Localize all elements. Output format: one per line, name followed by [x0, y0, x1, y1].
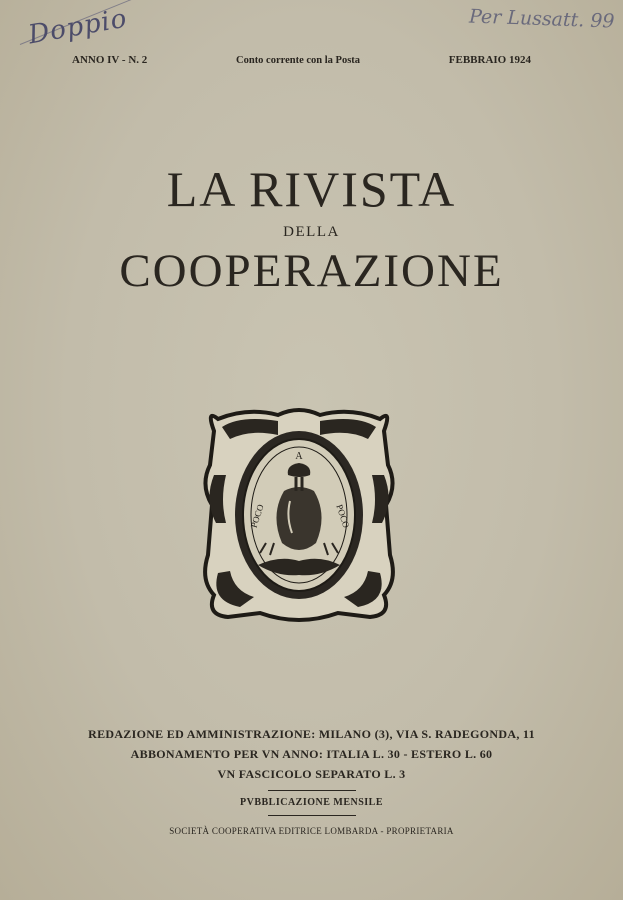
- single-issue-price: VN FASCICOLO SEPARATO L. 3: [217, 767, 406, 781]
- svg-text:POCO: POCO: [334, 503, 352, 530]
- issue-number: ANNO IV - N. 2: [72, 54, 148, 66]
- svg-text:POCO: POCO: [248, 503, 266, 530]
- handwritten-note-right: Per Lussatt. 99: [469, 5, 616, 33]
- proprietor-line: SOCIETÀ COOPERATIVA EDITRICE LOMBARDA - PROPRIETARIA: [169, 826, 454, 836]
- postal-account-note: Conto corrente con la Posta: [236, 55, 361, 66]
- svg-text:A: A: [295, 451, 303, 462]
- header-line: [72, 54, 531, 66]
- issue-date: FEBBRAIO 1924: [448, 54, 531, 66]
- subscription-price: ABBONAMENTO PER VN ANNO: ITALIA L. 30 - ESTERO L. 60: [130, 747, 493, 761]
- title-connector: DELLA: [283, 224, 340, 240]
- title-line-1: LA RIVISTA: [166, 161, 457, 217]
- handwritten-note-left: Doppio: [26, 3, 130, 51]
- title-line-2: COOPERAZIONE: [119, 245, 504, 297]
- publication-frequency: PVBBLICAZIONE MENSILE: [239, 797, 384, 808]
- divider-top: [268, 790, 356, 791]
- editorial-address: REDAZIONE ED AMMINISTRAZIONE: MILANO (3), VIA S. RADEGONDA, 11: [88, 727, 535, 741]
- printer-device-emblem-icon: [200, 405, 398, 625]
- divider-bottom: [268, 815, 356, 816]
